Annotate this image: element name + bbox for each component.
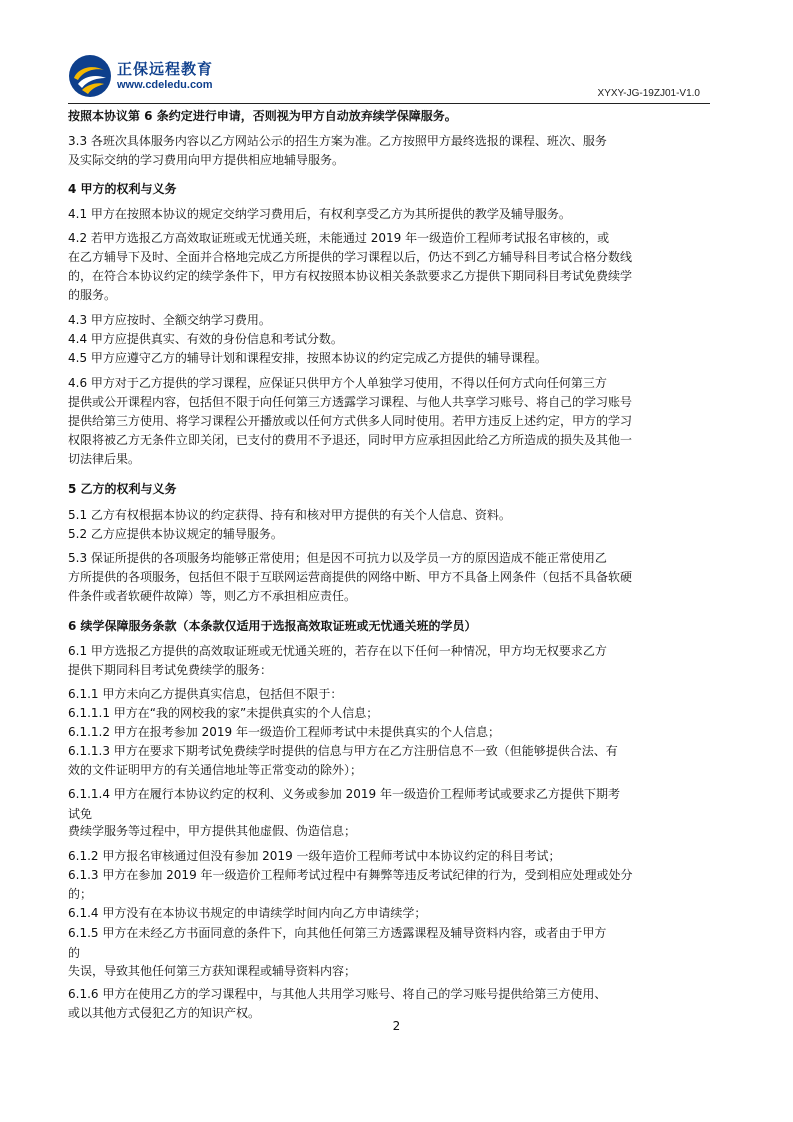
paragraph-line: 4.4 甲方应提供真实、有效的身份信息和考试分数。: [68, 332, 343, 346]
company-logo-icon: [68, 54, 112, 98]
paragraph-line: 方所提供的各项服务，包括但不限于互联网运营商提供的网络中断、甲方不具备上网条件（包括不具备软硬: [68, 570, 633, 584]
paragraph-line: 6.1.6 甲方在使用乙方的学习课程中，与其他人共用学习账号、将自己的学习账号提供给第三方使用、: [68, 987, 607, 1001]
paragraph-line: 6.1.2 甲方报名审核通过但没有参加 2019 一级年造价工程师考试中本协议约定的科目考试；: [68, 849, 561, 863]
paragraph-line: 6.1.4 甲方没有在本协议书规定的申请续学时间内向乙方申请续学；: [68, 906, 427, 920]
paragraph-line: 或以其他方式侵犯乙方的知识产权。: [68, 1006, 261, 1020]
brand-name: 正保远程教育: [117, 60, 214, 78]
paragraph-line: 6.1.1.1 甲方在“我的网校我的家”未提供真实的个人信息；: [68, 706, 379, 720]
paragraph-line: 的服务。: [68, 288, 117, 302]
brand-url: www.cdeledu.com: [117, 79, 213, 91]
paragraph-line: 权限将被乙方无条件立即关闭，已支付的费用不予退还，同时甲方应承担因此给乙方所造成的损失及其他一: [68, 433, 633, 447]
section-heading: 按照本协议第 6 条约定进行申请，否则视为甲方自动放弃续学保障服务。: [68, 109, 457, 123]
paragraph-line: 6.1.1.2 甲方在报考参加 2019 年一级造价工程师考试中未提供真实的个人信息；: [68, 725, 500, 739]
document-code: XYXY-JG-19ZJ01-V1.0: [597, 88, 700, 99]
paragraph-line: 6.1.1.3 甲方在要求下期考试免费续学时提供的信息与甲方在乙方注册信息不一致（但能够提供合法、有: [68, 744, 618, 758]
paragraph-line: 切法律后果。: [68, 452, 141, 466]
paragraph-line: 3.3 各班次具体服务内容以乙方网站公示的招生方案为准。乙方按照甲方最终选报的课程、班次、服务: [68, 134, 607, 148]
paragraph-line: 提供下期同科目考试免费续学的服务：: [68, 663, 273, 677]
paragraph-line: 费续学服务等过程中，甲方提供其他虚假、伪造信息；: [68, 824, 357, 838]
paragraph-line: 效的文件证明甲方的有关通信地址等正常变动的除外）；: [68, 763, 363, 777]
paragraph-line: 5.3 保证所提供的各项服务均能够正常使用；但是因不可抗力以及学员一方的原因造成不能正常使用乙: [68, 551, 607, 565]
paragraph-line: 失误，导致其他任何第三方获知课程或辅导资料内容；: [68, 964, 357, 978]
paragraph-line: 6.1.1 甲方未向乙方提供真实信息，包括但不限于：: [68, 687, 343, 701]
section-heading: 4 甲方的权利与义务: [68, 182, 177, 196]
header-divider: [68, 103, 710, 104]
page-number: 2: [392, 1019, 401, 1033]
page-header: [68, 54, 708, 102]
paragraph-line: 试免: [68, 807, 93, 821]
paragraph-line: 6.1.1.4 甲方在履行本协议约定的权利、义务或参加 2019 年一级造价工程师考试或要求乙方提供下期考: [68, 787, 620, 801]
paragraph-line: 4.2 若甲方选报乙方高效取证班或无忧通关班，未能通过 2019 年一级造价工程师考试报名审核的，或: [68, 231, 610, 245]
section-heading: 5 乙方的权利与义务: [68, 482, 177, 496]
paragraph-line: 4.1 甲方在按照本协议的规定交纳学习费用后，有权利享受乙方为其所提供的教学及辅导服务。: [68, 207, 571, 221]
paragraph-line: 4.3 甲方应按时、全额交纳学习费用。: [68, 313, 271, 327]
paragraph-line: 4.5 甲方应遵守乙方的辅导计划和课程安排，按照本协议的约定完成乙方提供的辅导课程。: [68, 351, 547, 365]
paragraph-line: 的；: [68, 887, 93, 901]
paragraph-line: 在乙方辅导下及时、全面并合格地完成乙方所提供的学习课程以后，仍达不到乙方辅导科目考试合格分数线: [68, 250, 633, 264]
paragraph-line: 6.1.3 甲方在参加 2019 年一级造价工程师考试过程中有舞弊等违反考试纪律的行为，受到相应处理或处分: [68, 868, 633, 882]
paragraph-line: 6.1.5 甲方在未经乙方书面同意的条件下，向其他任何第三方透露课程及辅导资料内容，或者由于甲方: [68, 926, 607, 940]
paragraph-line: 4.6 甲方对于乙方提供的学习课程，应保证只供甲方个人单独学习使用，不得以任何方式向任何第三方: [68, 376, 607, 390]
paragraph-line: 5.2 乙方应提供本协议规定的辅导服务。: [68, 527, 283, 541]
paragraph-line: 提供给第三方使用、将学习课程公开播放或以任何方式供多人同时使用。若甲方违反上述约定，甲方的学习: [68, 414, 633, 428]
paragraph-line: 件条件或者软硬件故障）等，则乙方不承担相应责任。: [68, 589, 357, 603]
paragraph-line: 的，在符合本协议约定的续学条件下，甲方有权按照本协议相关条款要求乙方提供下期同科目考试免费续学: [68, 269, 633, 283]
paragraph-line: 5.1 乙方有权根据本协议的约定获得、持有和核对甲方提供的有关个人信息、资料。: [68, 508, 511, 522]
section-heading: 6 续学保障服务条款（本条款仅适用于选报高效取证班或无忧通关班的学员）: [68, 619, 477, 633]
paragraph-line: 的: [68, 946, 81, 960]
paragraph-line: 6.1 甲方选报乙方提供的高效取证班或无忧通关班的，若存在以下任何一种情况，甲方均无权要求乙方: [68, 644, 607, 658]
paragraph-line: 及实际交纳的学习费用向甲方提供相应地辅导服务。: [68, 153, 345, 167]
paragraph-line: 提供或公开课程内容，包括但不限于向任何第三方透露学习课程、与他人共享学习账号、将自己的学习账号: [68, 395, 633, 409]
